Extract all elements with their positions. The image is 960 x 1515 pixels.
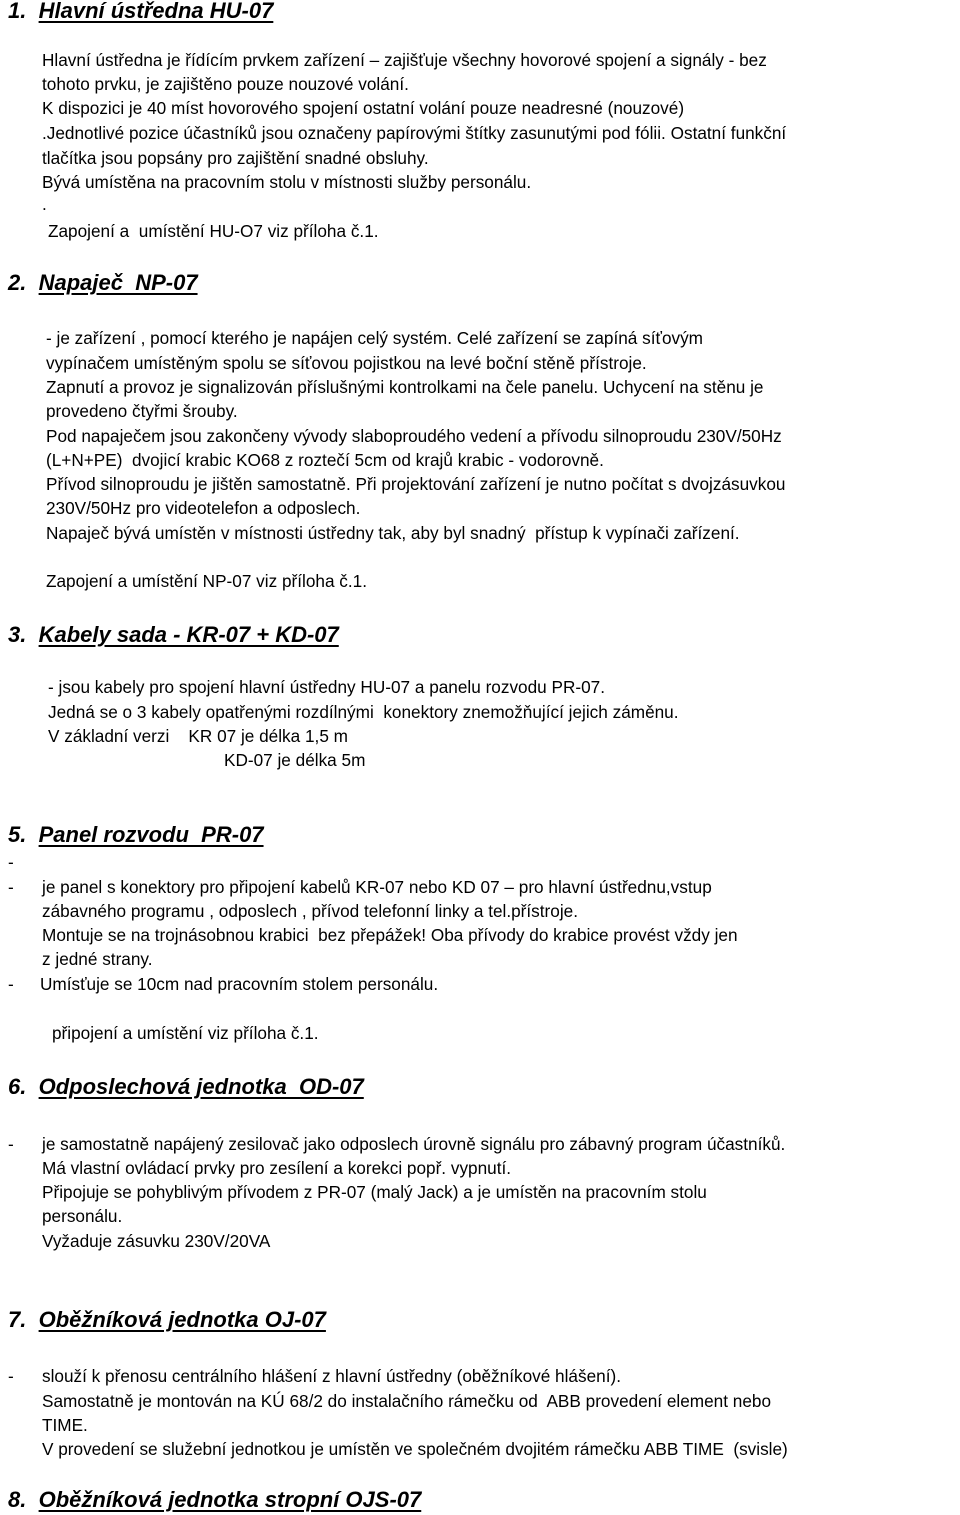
paragraph-line: Vyžaduje zásuvku 230V/20VA <box>42 1231 271 1251</box>
bullet-dash: - <box>8 1134 14 1154</box>
section-number: 5. <box>8 822 27 847</box>
paragraph-line: Přívod silnoproudu je jištěn samostatně. Při projektování zařízení je nutno počítat s dvojzásuvkou <box>46 474 786 494</box>
section-1-heading <box>8 0 273 22</box>
paragraph-line: TIME. <box>42 1415 88 1435</box>
section-2-heading <box>8 272 198 294</box>
paragraph-line: Pod napaječem jsou zakončeny vývody slaboproudého vedení a přívodu silnoproudu 230V/50Hz <box>46 426 782 446</box>
paragraph-line: .Jednotlivé pozice účastníků jsou označeny papírovými štítky zasunutými pod fólii. Ostatní funkční <box>42 123 787 143</box>
reference-line: připojení a umístění viz příloha č.1. <box>52 1023 319 1043</box>
reference-line: Zapojení a umístění HU-O7 viz příloha č.1. <box>48 221 379 241</box>
paragraph-line: Bývá umístěna na pracovním stolu v místnosti služby personálu. <box>42 172 532 192</box>
paragraph-line: (L+N+PE) dvojicí krabic KO68 z roztečí 5cm od krajů krabic - vodorovně. <box>46 450 604 470</box>
paragraph-line: V základní verzi KR 07 je délka 1,5 m <box>48 726 348 746</box>
paragraph-line: - jsou kabely pro spojení hlavní ústředny HU-07 a panelu rozvodu PR-07. <box>48 677 605 697</box>
section-title: Hlavní ústředna HU-07 <box>38 0 274 23</box>
paragraph-line: slouží k přenosu centrálního hlášení z hlavní ústředny (oběžníkové hlášení). <box>42 1366 621 1386</box>
section-number: 7. <box>8 1307 27 1332</box>
bullet-dash: - <box>8 852 14 872</box>
section-number: 8. <box>8 1487 27 1512</box>
bullet-dash: - <box>8 1366 14 1386</box>
section-number: 6. <box>8 1074 27 1099</box>
section-title: Oběžníková jednotka stropní OJS-07 <box>38 1487 422 1512</box>
section-7-heading <box>8 1309 326 1331</box>
section-title: Kabely sada - KR-07 + KD-07 <box>38 622 339 647</box>
reference-line: Zapojení a umístění NP-07 viz příloha č.1. <box>46 571 367 591</box>
section-3-heading <box>8 624 339 646</box>
paragraph-line: provedeno čtyřmi šrouby. <box>46 401 238 421</box>
paragraph-line: Jedná se o 3 kabely opatřenými rozdílnými konektory znemožňující jejich záměnu. <box>48 702 679 722</box>
section-number: 1. <box>8 0 27 23</box>
paragraph-line: je samostatně napájený zesilovač jako odposlech úrovně signálu pro zábavný program účastníků. <box>42 1134 786 1154</box>
section-title: Napaječ NP-07 <box>38 270 198 295</box>
paragraph-line: Napaječ bývá umístěn v místnosti ústředny tak, aby byl snadný přístup k vypínači zařízení. <box>46 523 740 543</box>
paragraph-line: Zapnutí a provoz je signalizován příslušnými kontrolkami na čele panelu. Uchycení na stěnu je <box>46 377 764 397</box>
paragraph-line: - je zařízení , pomocí kterého je napájen celý systém. Celé zařízení se zapíná síťovým <box>46 328 704 348</box>
paragraph-line: tlačítka jsou popsány pro zajištění snadné obsluhy. <box>42 148 429 168</box>
section-number: 3. <box>8 622 27 647</box>
paragraph-line: K dispozici je 40 míst hovorového spojení ostatní volání pouze neadresné (nouzové) <box>42 98 685 118</box>
section-title: Odposlechová jednotka OD-07 <box>38 1074 364 1099</box>
paragraph-line: zábavného programu , odposlech , přívod telefonní linky a tel.přístroje. <box>42 901 578 921</box>
section-8-heading <box>8 1489 421 1511</box>
section-5-heading <box>8 824 264 846</box>
paragraph-line: 230V/50Hz pro videotelefon a odposlech. <box>46 498 361 518</box>
section-6-heading <box>8 1076 364 1098</box>
paragraph-line: KD-07 je délka 5m <box>224 750 366 770</box>
paragraph-line: vypínačem umístěným spolu se síťovou pojistkou na levé boční stěně přístroje. <box>46 353 647 373</box>
paragraph-line: Má vlastní ovládací prvky pro zesílení a korekci popř. vypnutí. <box>42 1158 512 1178</box>
bullet-dash: - <box>8 974 14 994</box>
section-number: 2. <box>8 270 27 295</box>
paragraph-line: Montuje se na trojnásobnou krabici bez přepážek! Oba přívody do krabice provést vždy jen <box>42 925 738 945</box>
paragraph-line: V provedení se služební jednotkou je umístěn ve společném dvojitém rámečku ABB TIME (svisle) <box>42 1439 788 1459</box>
section-title: Panel rozvodu PR-07 <box>38 822 264 847</box>
paragraph-line: je panel s konektory pro připojení kabelů KR-07 nebo KD 07 – pro hlavní ústřednu,vstup <box>42 877 712 897</box>
paragraph-line: Hlavní ústředna je řídícím prvkem zařízení – zajišťuje všechny hovorové spojení a signály - bez <box>42 50 767 70</box>
paragraph-line: Umísťuje se 10cm nad pracovním stolem personálu. <box>40 974 439 994</box>
paragraph-line: Připojuje se pohyblivým přívodem z PR-07 (malý Jack) a je umístěn na pracovním stolu <box>42 1182 707 1202</box>
bullet-dash: - <box>8 877 14 897</box>
paragraph-line: tohoto prvku, je zajištěno pouze nouzové volání. <box>42 74 409 94</box>
section-title: Oběžníková jednotka OJ-07 <box>38 1307 326 1332</box>
paragraph-line: personálu. <box>42 1206 123 1226</box>
paragraph-line: Samostatně je montován na KÚ 68/2 do instalačního rámečku od ABB provedení element nebo <box>42 1391 772 1411</box>
paragraph-line: . <box>42 194 47 214</box>
paragraph-line: z jedné strany. <box>42 949 153 969</box>
